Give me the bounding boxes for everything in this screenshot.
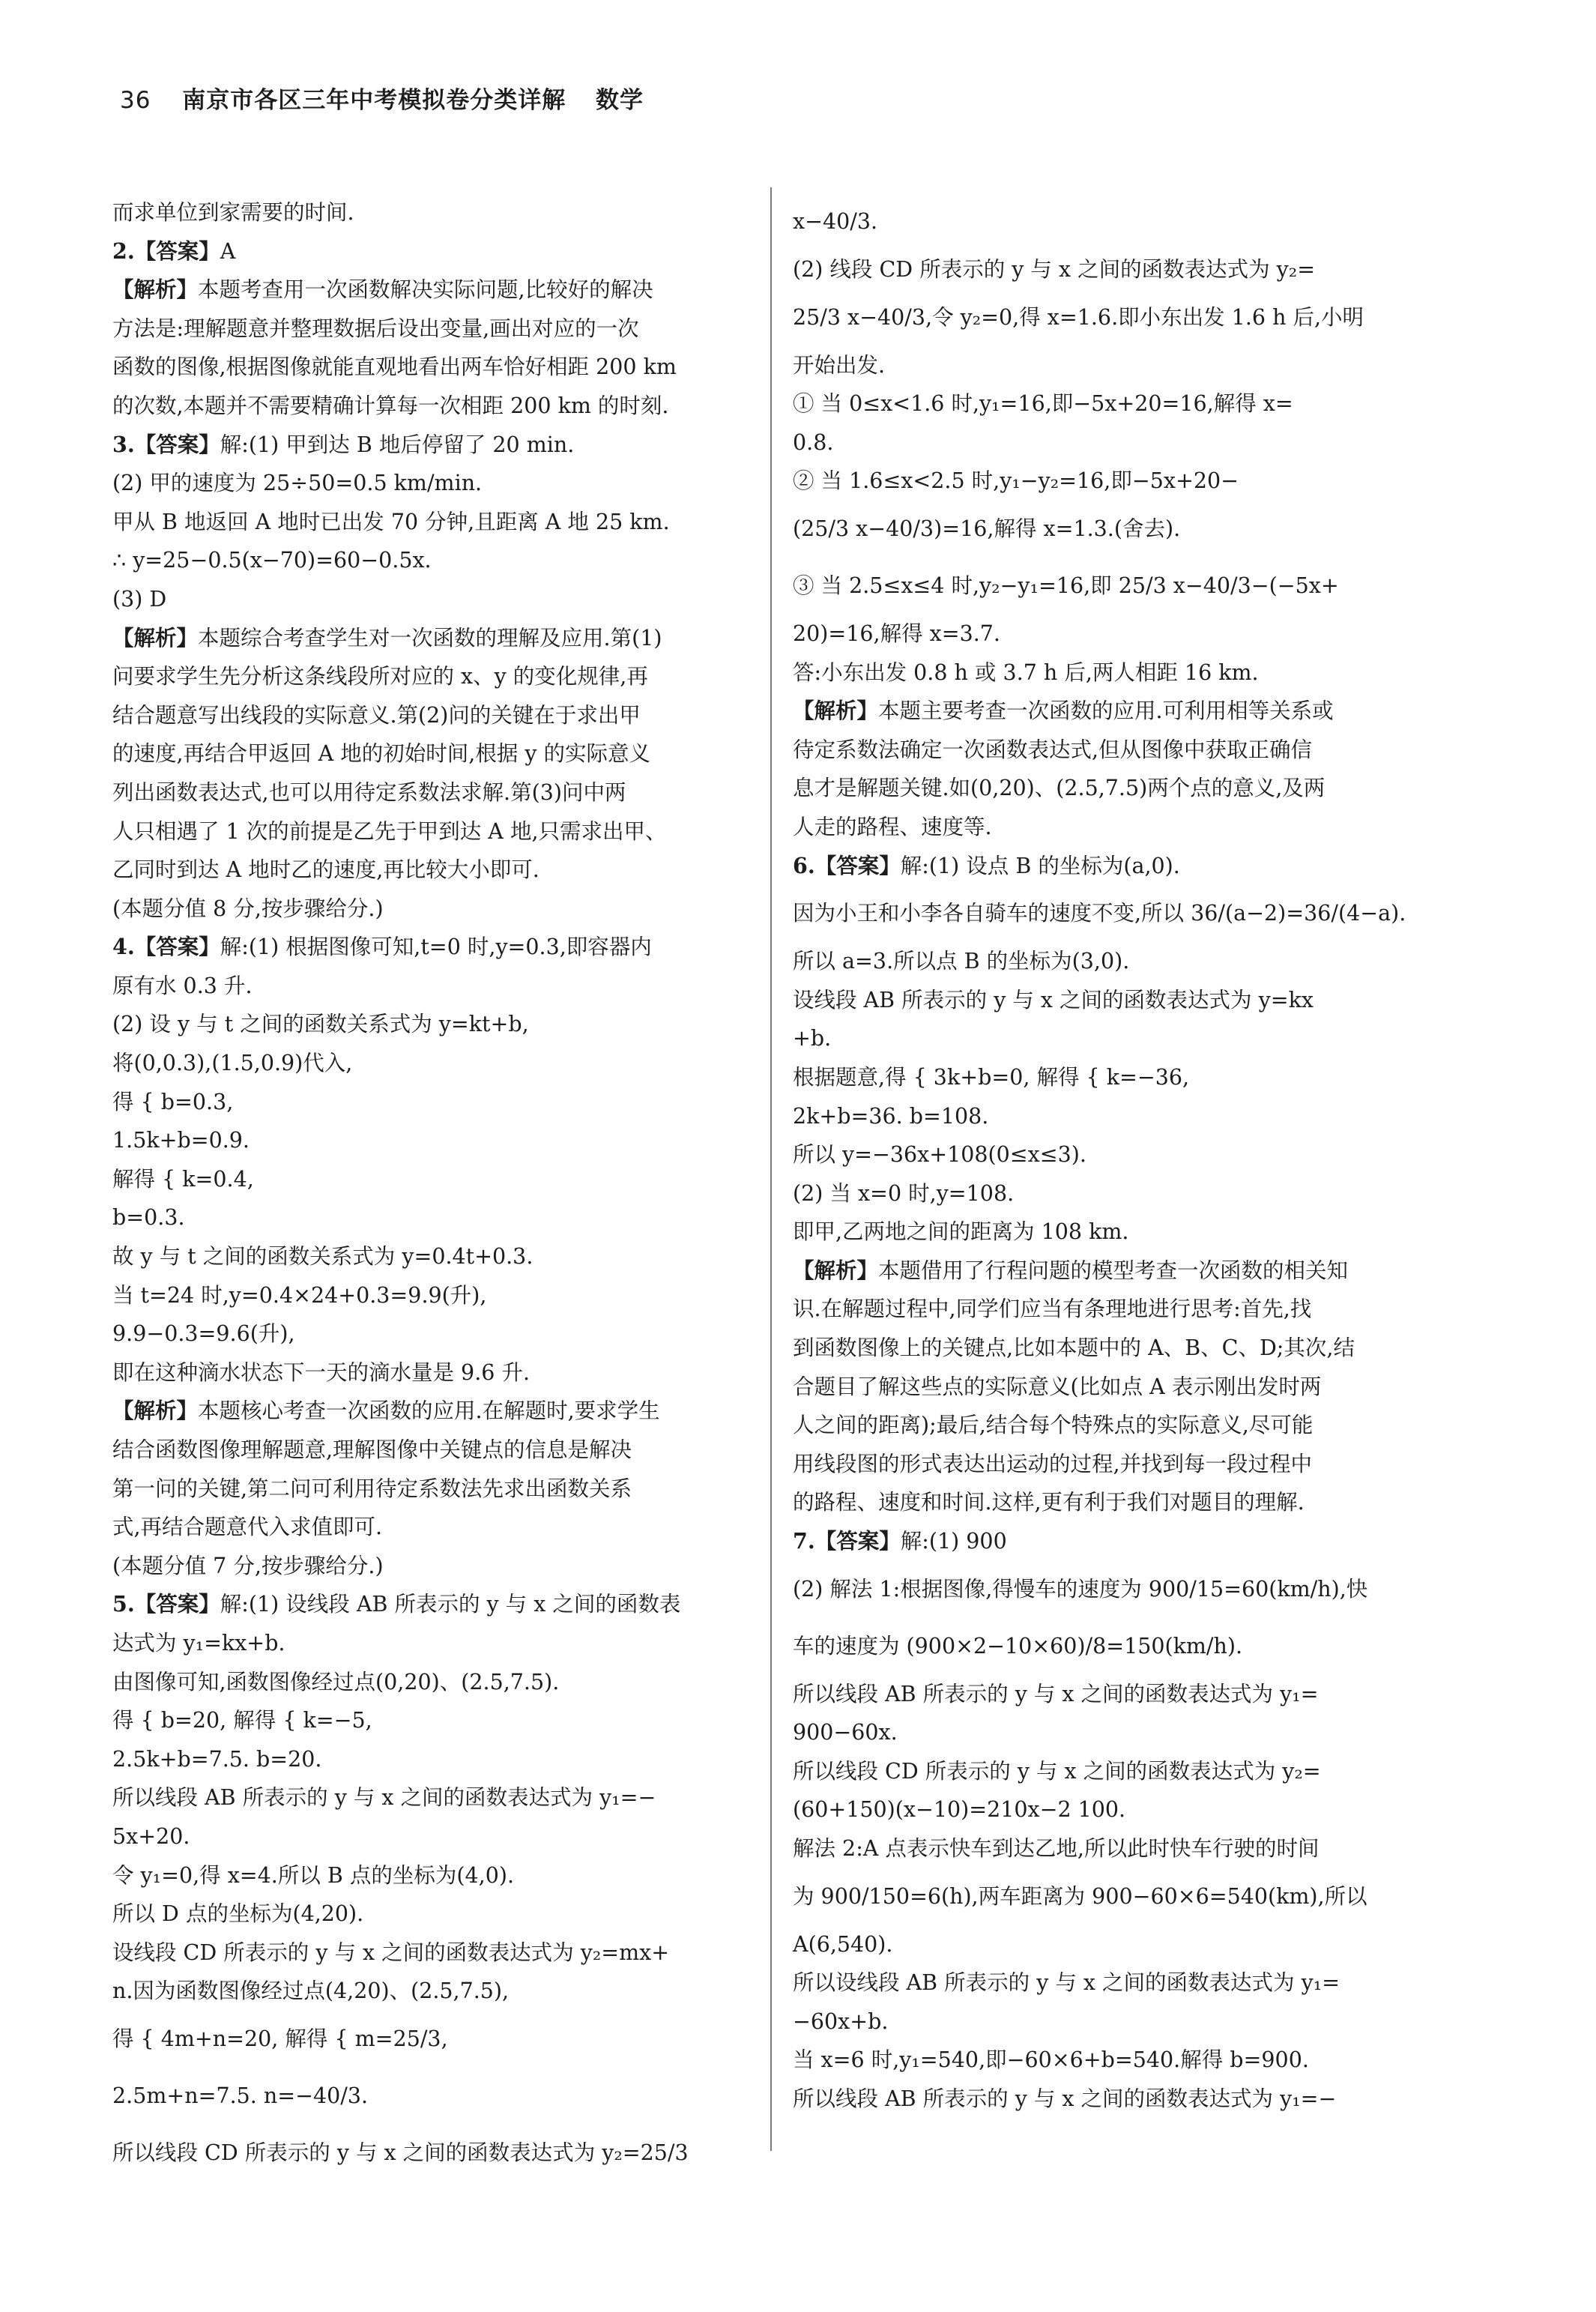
text-line: 即在这种滴水状态下一天的滴水量是 9.6 升. bbox=[112, 1359, 531, 1385]
text-line: 即甲,乙两地之间的距离为 108 km. bbox=[793, 1219, 1129, 1245]
text-line: 识.在解题过程中,同学们应当有条理地进行思考:首先,找 bbox=[793, 1297, 1312, 1322]
answer-marker: 3.【答案】 bbox=[112, 431, 220, 457]
text-line: 令 y₁=0,得 x=4.所以 B 点的坐标为(4,0). bbox=[112, 1862, 515, 1888]
text-line: 2.5m+n=7.5. n=−40/3. bbox=[112, 2083, 369, 2108]
text-line: 人走的路程、速度等. bbox=[793, 814, 992, 839]
subject-label: 数学 bbox=[596, 87, 644, 114]
text-line: 9.9−0.3=9.6(升), bbox=[112, 1321, 295, 1347]
text-line: 根据题意,得 { 3k+b=0, 解得 { k=−36, bbox=[793, 1064, 1190, 1090]
answer-marker: 【解析】 bbox=[793, 698, 879, 724]
text-line: ∴ y=25−0.5(x−70)=60−0.5x. bbox=[112, 548, 432, 573]
text-line: (3) D bbox=[112, 586, 167, 612]
answer-marker: 5.【答案】 bbox=[112, 1591, 220, 1617]
text-line: 式,再结合题意代入求值即可. bbox=[112, 1515, 383, 1540]
text-line: 得 { 4m+n=20, 解得 { m=25/3, bbox=[112, 2026, 448, 2051]
text-line: 设线段 AB 所表示的 y 与 x 之间的函数表达式为 y=kx bbox=[793, 987, 1314, 1012]
text-line: 20)=16,解得 x=3.7. bbox=[793, 621, 1000, 646]
text-line: 所以 y=−36x+108(0≤x≤3). bbox=[793, 1142, 1086, 1168]
text-line: 3.【答案】解:(1) 甲到达 B 地后停留了 20 min. bbox=[112, 431, 575, 457]
text-line: 待定系数法确定一次函数表达式,但从图像中获取正确信 bbox=[793, 737, 1313, 762]
text-line: 所以线段 AB 所表示的 y 与 x 之间的函数表达式为 y₁=− bbox=[112, 1785, 656, 1811]
text-line: 解得 { k=0.4, bbox=[112, 1166, 254, 1192]
text-line: ③ 当 2.5≤x≤4 时,y₂−y₁=16,即 25/3 x−40/3−(−5x+ bbox=[793, 573, 1339, 598]
answer-marker: 4.【答案】 bbox=[112, 934, 220, 960]
text-line: 得 { b=20, 解得 { k=−5, bbox=[112, 1708, 372, 1733]
text-line: (2) 解法 1:根据图像,得慢车的速度为 900/15=60(km/h),快 bbox=[793, 1576, 1368, 1602]
text-line: x−40/3. bbox=[793, 209, 878, 234]
text-line: 而求单位到家需要的时间. bbox=[112, 200, 354, 225]
text-line: 2k+b=36. b=108. bbox=[793, 1103, 989, 1129]
text-line: 所以 D 点的坐标为(4,20). bbox=[112, 1901, 364, 1927]
answer-marker: 【解析】 bbox=[112, 624, 199, 651]
text-line: 息才是解题关键.如(0,20)、(2.5,7.5)两个点的意义,及两 bbox=[793, 776, 1326, 801]
text-line: 所以设线段 AB 所表示的 y 与 x 之间的函数表达式为 y₁= bbox=[793, 1970, 1340, 1996]
answer-marker: 6.【答案】 bbox=[793, 852, 901, 878]
text-line: 5x+20. bbox=[112, 1823, 190, 1849]
text-line: (2) 线段 CD 所表示的 y 与 x 之间的函数表达式为 y₂= bbox=[793, 257, 1316, 282]
text-line: 【解析】本题考查用一次函数解决实际问题,比较好的解决 bbox=[112, 277, 653, 303]
text-line: 6.【答案】解:(1) 设点 B 的坐标为(a,0). bbox=[793, 852, 1180, 878]
text-line: 的次数,本题并不需要精确计算每一次相距 200 km 的时刻. bbox=[112, 393, 669, 418]
text-line: 用线段图的形式表达出运动的过程,并找到每一段过程中 bbox=[793, 1451, 1313, 1476]
text-line: 结合函数图像理解题意,理解图像中关键点的信息是解决 bbox=[112, 1437, 632, 1462]
left-column bbox=[112, 193, 757, 2182]
text-line: (2) 设 y 与 t 之间的函数关系式为 y=kt+b, bbox=[112, 1012, 529, 1037]
answer-marker: 7.【答案】 bbox=[793, 1528, 901, 1554]
text-line: 【解析】本题综合考查学生对一次函数的理解及应用.第(1) bbox=[112, 624, 662, 651]
text-line: 列出函数表达式,也可以用待定系数法求解.第(3)问中两 bbox=[112, 779, 626, 805]
text-line: 因为小王和小李各自骑车的速度不变,所以 36/(a−2)=36/(4−a). bbox=[793, 901, 1406, 926]
text-line: 第一问的关键,第二问可利用待定系数法先求出函数关系 bbox=[112, 1476, 632, 1501]
text-line: 开始出发. bbox=[793, 352, 886, 378]
text-line: 1.5k+b=0.9. bbox=[112, 1128, 250, 1153]
text-line: 900−60x. bbox=[793, 1720, 898, 1745]
text-line: 2.5k+b=7.5. b=20. bbox=[112, 1746, 322, 1772]
text-line: 到函数图像上的关键点,比如本题中的 A、B、C、D;其次,结 bbox=[793, 1335, 1355, 1361]
text-line: 所以线段 AB 所表示的 y 与 x 之间的函数表达式为 y₁=− bbox=[793, 2086, 1337, 2111]
text-line: 5.【答案】解:(1) 设线段 AB 所表示的 y 与 x 之间的函数表 bbox=[112, 1591, 681, 1617]
answer-marker: 【解析】 bbox=[793, 1257, 879, 1283]
text-line: 函数的图像,根据图像就能直观地看出两车恰好相距 200 km bbox=[112, 354, 677, 380]
text-line: 【解析】本题借用了行程问题的模型考查一次函数的相关知 bbox=[793, 1257, 1349, 1283]
text-line: 甲从 B 地返回 A 地时已出发 70 分钟,且距离 A 地 25 km. bbox=[112, 509, 670, 534]
text-line: ② 当 1.6≤x<2.5 时,y₁−y₂=16,即−5x+20− bbox=[793, 468, 1239, 494]
text-line: 2.【答案】A bbox=[112, 238, 236, 264]
text-line: (2) 当 x=0 时,y=108. bbox=[793, 1180, 1015, 1206]
text-line: 7.【答案】解:(1) 900 bbox=[793, 1528, 1007, 1554]
text-line: (2) 甲的速度为 25÷50=0.5 km/min. bbox=[112, 471, 483, 496]
text-line: 为 900/150=6(h),两车距离为 900−60×6=540(km),所以 bbox=[793, 1883, 1367, 1909]
text-line: +b. bbox=[793, 1026, 832, 1051]
answer-marker: 【解析】 bbox=[112, 1398, 199, 1424]
right-column bbox=[793, 193, 1437, 2119]
text-line: 的路程、速度和时间.这样,更有利于我们对题目的理解. bbox=[793, 1490, 1305, 1515]
column-divider bbox=[770, 187, 772, 2151]
text-line: 车的速度为 (900×2−10×60)/8=150(km/h). bbox=[793, 1633, 1243, 1658]
text-line: −60x+b. bbox=[793, 2008, 889, 2034]
text-line: A(6,540). bbox=[793, 1931, 893, 1957]
text-line: ① 当 0≤x<1.6 时,y₁=16,即−5x+20=16,解得 x= bbox=[793, 391, 1293, 417]
text-line: 所以线段 AB 所表示的 y 与 x 之间的函数表达式为 y₁= bbox=[793, 1681, 1319, 1706]
text-line: 所以线段 CD 所表示的 y 与 x 之间的函数表达式为 y₂= bbox=[793, 1758, 1321, 1784]
text-line: 的速度,再结合甲返回 A 地的初始时间,根据 y 的实际意义 bbox=[112, 741, 651, 767]
page-header bbox=[120, 81, 644, 115]
text-line: 由图像可知,函数图像经过点(0,20)、(2.5,7.5). bbox=[112, 1669, 560, 1694]
text-line: 将(0,0.3),(1.5,0.9)代入, bbox=[112, 1051, 353, 1076]
text-line: 结合题意写出线段的实际意义.第(2)问的关键在于求出甲 bbox=[112, 702, 641, 728]
text-line: 设线段 CD 所表示的 y 与 x 之间的函数表达式为 y₂=mx+ bbox=[112, 1940, 670, 1965]
text-line: 乙同时到达 A 地时乙的速度,再比较大小即可. bbox=[112, 857, 539, 883]
text-line: 得 { b=0.3, bbox=[112, 1089, 234, 1114]
text-line: (60+150)(x−10)=210x−2 100. bbox=[793, 1797, 1126, 1823]
text-line: 解法 2:A 点表示快车到达乙地,所以此时快车行驶的时间 bbox=[793, 1836, 1320, 1861]
text-line: (本题分值 7 分,按步骤给分.) bbox=[112, 1553, 384, 1578]
text-line: 【解析】本题核心考查一次函数的应用.在解题时,要求学生 bbox=[112, 1398, 660, 1424]
text-line: 0.8. bbox=[793, 429, 834, 455]
text-line: 原有水 0.3 升. bbox=[112, 973, 253, 998]
text-line: 人只相遇了 1 次的前提是乙先于甲到达 A 地,只需求出甲、 bbox=[112, 818, 667, 844]
text-line: 4.【答案】解:(1) 根据图像可知,t=0 时,y=0.3,即容器内 bbox=[112, 934, 652, 960]
text-line: 所以线段 CD 所表示的 y 与 x 之间的函数表达式为 y₂=25/3 bbox=[112, 2140, 689, 2165]
text-line: 达式为 y₁=kx+b. bbox=[112, 1630, 285, 1655]
book-title: 南京市各区三年中考模拟卷分类详解 bbox=[182, 87, 566, 114]
text-line: n.因为函数图像经过点(4,20)、(2.5,7.5), bbox=[112, 1979, 510, 2004]
text-line: (本题分值 8 分,按步骤给分.) bbox=[112, 896, 384, 921]
text-line: 25/3 x−40/3,令 y₂=0,得 x=1.6.即小东出发 1.6 h 后,小明 bbox=[793, 304, 1364, 330]
text-line: b=0.3. bbox=[112, 1205, 185, 1231]
text-line: 答:小东出发 0.8 h 或 3.7 h 后,两人相距 16 km. bbox=[793, 660, 1259, 685]
answer-marker: 2.【答案】 bbox=[112, 238, 220, 264]
text-line: 所以 a=3.所以点 B 的坐标为(3,0). bbox=[793, 949, 1130, 974]
text-line: 问要求学生先分析这条线段所对应的 x、y 的变化规律,再 bbox=[112, 664, 648, 689]
page-number: 36 bbox=[120, 87, 151, 114]
text-line: 当 t=24 时,y=0.4×24+0.3=9.9(升), bbox=[112, 1282, 487, 1308]
text-line: 人之间的距离);最后,结合每个特殊点的实际意义,尽可能 bbox=[793, 1413, 1314, 1438]
text-line: 方法是:理解题意并整理数据后设出变量,画出对应的一次 bbox=[112, 316, 639, 341]
text-line: 【解析】本题主要考查一次函数的应用.可利用相等关系或 bbox=[793, 698, 1334, 724]
text-line: (25/3 x−40/3)=16,解得 x=1.3.(舍去). bbox=[793, 516, 1181, 541]
answer-marker: 【解析】 bbox=[112, 277, 199, 303]
text-line: 当 x=6 时,y₁=540,即−60×6+b=540.解得 b=900. bbox=[793, 2047, 1309, 2073]
text-line: 故 y 与 t 之间的函数关系式为 y=0.4t+0.3. bbox=[112, 1244, 533, 1270]
text-line: 合题目了解这些点的实际意义(比如点 A 表示刚出发时两 bbox=[793, 1374, 1322, 1399]
